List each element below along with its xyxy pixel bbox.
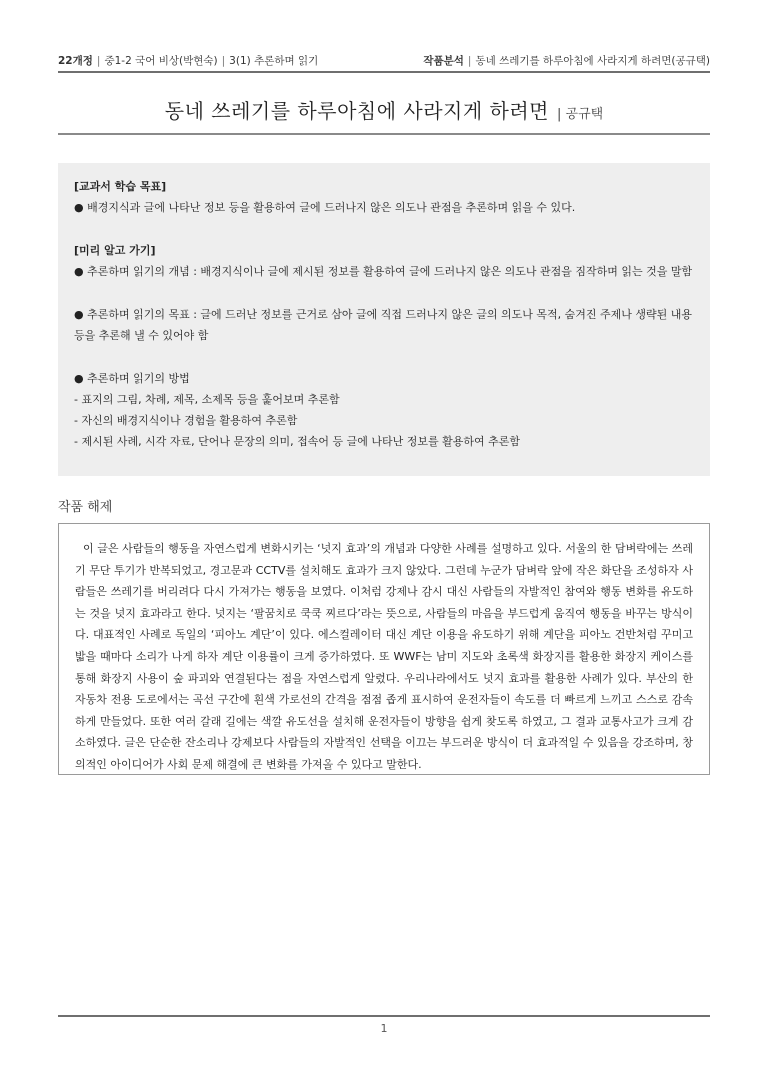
learning-objectives-box [58, 163, 710, 476]
header-work-info [423, 53, 710, 68]
author-name: 공규택 [565, 107, 604, 122]
curriculum-label: 22개정 [58, 55, 93, 67]
header-separator: | [467, 55, 472, 67]
spacer [74, 346, 694, 368]
method-item: - 표지의 그림, 차례, 제목, 소제목 등을 훑어보며 추론함 [74, 393, 340, 406]
purpose-text: ● 추론하며 읽기의 목표 : 글에 드러난 정보를 근거로 삼아 글에 직접 드러나지 않은 글의 의도나 목적, 숨겨진 주제나 생략된 내용 등을 추론해 낼 수 있어야 함 [74, 308, 693, 342]
method-heading: ● 추론하며 읽기의 방법 [74, 372, 190, 385]
spacer [74, 282, 694, 304]
footer-divider [58, 1015, 710, 1017]
summary-text: 이 글은 사람들의 행동을 자연스럽게 변화시키는 ‘넛지 효과’의 개념과 다양한 사례를 설명하고 있다. 서울의 한 담벼락에는 쓰레기 무단 투기가 반복되었고, 경고문과 CCTV를 설치해도 효과가 크지 않았다. 그런데 누군가 담벼락 앞에 작은 화단을 조성하자 사람들은 쓰레기를 버리려다 다시 가져가는 행동을 보였다. 이처럼 강제나 감시 대신 사람들의 자발적인 참여와 행동 변화를 유도하는 것을 넛지 효과라고 한다. 넛지는 ‘팔꿈치로 쿡쿡 찌르다’라는 뜻으로, 사람들의 마음을 부드럽게 움직여 행동을 바꾸는 방식이다. 대표적인 사례로 독일의 ‘피아노 계단’이 있다. 에스컬레이터 대신 계단 이용을 유도하기 위해 계단을 피아노 건반처럼 꾸미고 밟을 때마다 소리가 나게 하자 계단 이용률이 크게 증가하였다. 또 WWF는 남미 지도와 초록색 화장지를 활용한 화장지 케이스를 통해 화장지 사용이 숲 파괴와 연결된다는 점을 자연스럽게 알렸다. 우리나라에서도 넛지 효과를 활용한 사례가 있다. 부산의 한 자동차 전용 도로에서는 곡선 구간에 흰색 가로선의 간격을 점점 좁게 표시하여 운전자들이 속도를 더 빠르게 느끼고 스스로 감속하게 만들었다. 또한 여러 갈래 길에는 색깔 유도선을 설치해 운전자들이 방향을 쉽게 찾도록 하였고, 그 결과 교통사고가 크게 감소하였다. 글은 단순한 잔소리나 강제보다 사람들의 자발적인 선택을 이끄는 부드러운 방식이 더 효과적일 수 있음을 강조하며, 창의적인 아이디어가 사회 문제 해결에 큰 변화를 가져올 수 있다고 말한다. [75, 542, 693, 771]
method-item: - 자신의 배경지식이나 경험을 활용하여 추론함 [74, 414, 298, 427]
goal-text: ● 배경지식과 글에 나타난 정보 등을 활용하여 글에 드러나지 않은 의도나 관점을 추론하며 읽을 수 있다. [74, 201, 576, 214]
goal-heading: [교과서 학습 목표] [74, 180, 167, 193]
header-course-info [58, 53, 318, 68]
unit-label: 3(1) 추론하며 읽기 [229, 55, 319, 67]
title-block [58, 95, 710, 124]
concept-text: ● 추론하며 읽기의 개념 : 배경지식이나 글에 제시된 정보를 활용하여 글에 드러나지 않은 의도나 관점을 짐작하며 읽는 것을 말함 [74, 265, 693, 278]
spacer [74, 218, 694, 240]
header-separator: | [221, 55, 226, 67]
page-number: 1 [380, 1022, 388, 1035]
section-label: 작품분석 [423, 55, 464, 67]
header-divider [58, 71, 710, 73]
page-title: 동네 쓰레기를 하루아침에 사라지게 하려면 [164, 99, 549, 123]
summary-box [58, 523, 710, 775]
title-divider [58, 133, 710, 135]
header-separator: | [96, 55, 101, 67]
work-reference: 동네 쓰레기를 하루아침에 사라지게 하려면(공규택) [475, 55, 710, 67]
course-label: 중1-2 국어 비상(박현숙) [104, 55, 218, 67]
page-header [58, 50, 710, 70]
author-line: | 공규택 [557, 107, 604, 122]
summary-heading: 작품 해제 [58, 500, 113, 515]
method-item: - 제시된 사례, 시각 자료, 단어나 문장의 의미, 접속어 등 글에 나타난 정보를 활용하여 추론함 [74, 435, 520, 448]
preview-heading: [미리 알고 가기] [74, 244, 156, 257]
